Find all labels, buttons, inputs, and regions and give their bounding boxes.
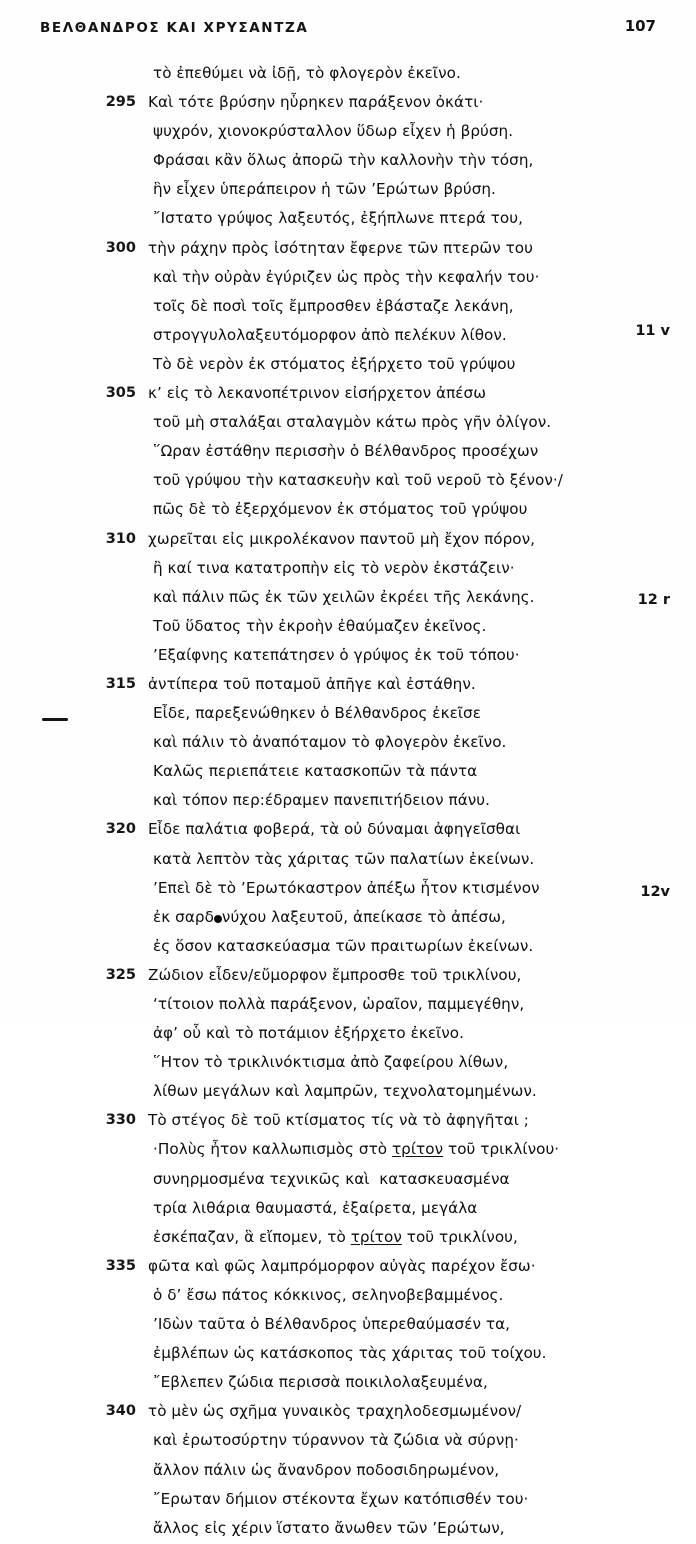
verse-line (0, 1166, 696, 1195)
verse-line (0, 846, 696, 875)
verse-line (0, 642, 696, 671)
verse-line (0, 1515, 696, 1544)
verse-line (0, 584, 696, 613)
verse-line-number: 305 (105, 385, 136, 402)
verse-line (0, 1253, 696, 1282)
verse-line-number: 300 (105, 239, 136, 256)
verse-line-text: καὶ ἐρωτοσύρτην τύραννον τὰ ζώδια νὰ σύρνῃ· (153, 1431, 519, 1450)
verse-line (0, 787, 696, 816)
verse-line-text: ἣν εἶχεν ὑπεράπειρον ἡ τῶν ’Ερώτων βρύση. (153, 180, 496, 199)
verse-line (0, 322, 696, 351)
verse-line (0, 1107, 696, 1136)
verse-line (0, 89, 696, 118)
verse-line-text: τρία λιθάρια θαυμαστά, ἐξαίρετα, μεγάλα (153, 1198, 478, 1217)
verse-line (0, 205, 696, 234)
verse-line (0, 235, 696, 264)
verse-line (0, 1398, 696, 1427)
verse-line (0, 1340, 696, 1369)
verse-line (0, 1282, 696, 1311)
verse-line-text: τοῖς δὲ ποσὶ τοῖς ἔμπροσθεν ἐβάσταζε λεκάνη, (153, 296, 514, 315)
verse-line-text: Καλῶς περιεπάτειε κατασκοπῶν τὰ πάντα (153, 762, 478, 781)
verse-line-text: καὶ τὴν οὐρὰν ἐγύριζεν ὡς πρὸς τὴν κεφαλήν του· (153, 267, 540, 286)
verse-line-text: Φράσαι κἂν ὅλως ἀπορῶ τὴν καλλονὴν τὴν τόση, (153, 151, 534, 170)
verse-line-text: κατὰ λεπτὸν τὰς χάριτας τῶν παλατίων ἐκείνων. (153, 849, 535, 868)
verse-line-text: καὶ τόπον περ:έδραμεν πανεπιτήδειον πάνυ. (153, 791, 491, 810)
verse-line (0, 962, 696, 991)
page-number: 107 (624, 17, 656, 35)
verse-line-text: ῎Ερωταν δήμιον στέκοντα ἔχων κατόπισθέν του· (153, 1489, 529, 1508)
verse-line-text: Τοῦ ὕδατος τὴν ἐκροὴν ἐθαύμαζεν ἐκεῖνος. (153, 616, 487, 635)
verse-line-text: ·Πολὺς ἦτον καλλωπισμὸς στὸ τρίτον τοῦ τρικλίνου· (153, 1140, 560, 1159)
verse-line-number: 330 (105, 1112, 136, 1129)
verse-line-text: ’Ιδὼν ταῦτα ὁ Βέλθανδρος ὑπερεθαύμασέν τα, (153, 1315, 511, 1334)
verse-line-text: ἄλλον πάλιν ὡς ἄνανδρον ποδοσιδηρωμένον, (153, 1460, 500, 1479)
ink-blot-mark (214, 915, 222, 923)
verse-line-text: Τὸ στέγος δὲ τοῦ κτίσματος τίς νὰ τὸ ἀφηγῆται ; (148, 1111, 529, 1130)
verse-line (0, 496, 696, 525)
verse-line (0, 293, 696, 322)
underlined-word: τρίτον (391, 1140, 444, 1159)
verse-line (0, 1020, 696, 1049)
margin-rule-mark (42, 718, 68, 721)
verse-line (0, 409, 696, 438)
underlined-word: τρίτον (350, 1227, 402, 1246)
verse-line-text: ῎Εβλεπεν ζώδια περισσὰ ποικιλολαξευμένα, (153, 1373, 488, 1392)
verse-line-text: πῶς δὲ τὸ ἐξερχόμενον ἐκ στόματος τοῦ γρύψου (153, 500, 528, 519)
verse-line-text: ἀφ’ οὗ καὶ τὸ ποτάμιον ἐξήρχετο ἐκεῖνο. (153, 1024, 465, 1043)
verse-line (0, 904, 696, 933)
verse-line (0, 351, 696, 380)
verse-line-text: Καὶ τότε βρύσην ηὗρηκεν παράξενον ὀκάτι· (148, 93, 484, 112)
verse-line (0, 1457, 696, 1486)
verse-line (0, 1078, 696, 1107)
verse-line (0, 758, 696, 787)
verse-line (0, 729, 696, 758)
verse-line-text: λίθων μεγάλων καὶ λαμπρῶν, τεχνολατομημένων. (153, 1082, 537, 1101)
verse-line-text: ψυχρόν, χιονοκρύσταλλον ὕδωρ εἶχεν ἡ βρύση. (153, 122, 514, 141)
verse-line (0, 118, 696, 147)
verse-line-text: ῞Ητον τὸ τρικλινόκτισμα ἀπὸ ζαφείρου λίθων, (153, 1053, 509, 1072)
verse-line-number: 310 (105, 530, 136, 547)
margin-note-folio-12r: 12 r (637, 592, 670, 608)
verse-line-text: τὸ ἐπεθύμει νὰ ἰδῇ, τὸ φλογερὸν ἐκεῖνο. (153, 64, 461, 82)
verse-line-text: καὶ πάλιν πῶς ἐκ τῶν χειλῶν ἐκρέει τῆς λεκάνης. (153, 587, 535, 606)
verse-line-text: Τὸ δὲ νερὸν ἐκ στόματος ἐξήρχετο τοῦ γρύψου (153, 354, 516, 373)
verse-line (0, 60, 696, 89)
verse-line-text: φῶτα καὶ φῶς λαμπρόμορφον αὐγὰς παρέχον ἔσω· (148, 1256, 536, 1275)
verse-line-text: ἢ καί τινα κατατροπὴν εἰς τὸ νερὸν ἐκστάζειν· (153, 558, 515, 577)
verse-line (0, 875, 696, 904)
verse-line-number: 335 (105, 1257, 136, 1274)
verse-line (0, 1427, 696, 1456)
verse-line-text: ὁ δ’ ἔσω πάτος κόκκινος, σεληνοβεβαμμένος. (153, 1285, 504, 1304)
verse-line (0, 1224, 696, 1253)
verse-line (0, 467, 696, 496)
verse-line (0, 176, 696, 205)
verse-line-text: ἄλλος εἰς χέριν ἵστατο ἄνωθεν τῶν ’Ερώτων, (153, 1518, 505, 1537)
verse-line (0, 264, 696, 293)
verse-line (0, 1049, 696, 1078)
verse-line-text: ἐμβλέπων ὡς κατάσκοπος τὰς χάριτας τοῦ τοίχου. (153, 1344, 547, 1363)
verse-line (0, 933, 696, 962)
verse-line-text: Εἶδε, παρεξενώθηκεν ὁ Βέλθανδρος ἐκεῖσε (153, 704, 481, 723)
verse-line (0, 526, 696, 555)
verse-line (0, 700, 696, 729)
verse-line-text: στρογγυλολαξευτόμορφον ἀπὸ πελέκυν λίθον. (153, 325, 507, 344)
verse-line-text: ἀντίπερα τοῦ ποταμοῦ ἀπῆγε καὶ ἐστάθην. (148, 674, 476, 693)
verse-line (0, 1311, 696, 1340)
verse-line-number: 325 (105, 966, 136, 983)
verse-line-text: τοῦ μὴ σταλάξαι σταλαγμὸν κάτω πρὸς γῆν ὀλίγον. (153, 413, 552, 432)
verse-line (0, 991, 696, 1020)
verse-line (0, 613, 696, 642)
verse-line (0, 147, 696, 176)
verse-line-text: ῎Ιστατο γρύψος λαξευτός, ἐξήπλωνε πτερά του, (153, 209, 523, 228)
verse-line-text: ῞Ωραν ἐστάθην περισσὴν ὁ Βέλθανδρος προσέχων (153, 442, 539, 461)
verse-line (0, 438, 696, 467)
verse-line-text: Ζώδιον εἶδεν/εὔμορφον ἔμπροσθε τοῦ τρικλίνου, (148, 965, 522, 984)
verse-line-number: 315 (105, 675, 136, 692)
verse-line (0, 555, 696, 584)
verse-line (0, 1369, 696, 1398)
verse-line-text: καὶ πάλιν τὸ ἀναπόταμον τὸ φλογερὸν ἐκεῖνο. (153, 733, 507, 752)
verse-line-text: τὴν ράχην πρὸς ἰσότηταν ἔφερνε τῶν πτερῶν του (148, 238, 533, 257)
verse-line-text: ’Επεὶ δὲ τὸ ’Ερωτόκαστρον ἀπέξω ἦτον κτισμένον (153, 878, 540, 897)
verse-line (0, 1195, 696, 1224)
verse-line-text: κ’ εἰς τὸ λεκανοπέτρινον εἰσήρχετον ἀπέσω (148, 384, 486, 403)
margin-note-folio-11v: 11 v (635, 323, 670, 339)
verse-line-text: ἐς ὅσον κατασκεύασμα τῶν πραιτωρίων ἐκείνων. (153, 936, 534, 955)
verse-line-text: Εἶδε παλάτια φοβερά, τὰ οὐ δύναμαι ἀφηγεῖσθαι (148, 820, 521, 839)
verse-line-text: ἐσκέπαζαν, ἃ εἴπομεν, τὸ τρίτον τοῦ τρικλίνου, (153, 1227, 518, 1246)
verse-line-text: ‘τίτοιον πολλὰ παράξενον, ὡραῖον, παμμεγέθην, (153, 995, 525, 1013)
verse-line (0, 1136, 696, 1165)
verse-line-number: 320 (105, 821, 136, 838)
verse-line (0, 380, 696, 409)
verse-line-number: 295 (105, 94, 136, 111)
verse-line-text: τὸ μὲν ὡς σχῆμα γυναικὸς τραχηλοδεσμωμένον/ (148, 1402, 522, 1421)
verse-line-text: ’Εξαίφνης κατεπάτησεν ὁ γρύψος ἐκ τοῦ τόπου· (153, 645, 520, 664)
verse-line-text: χωρεῖται εἰς μικρολέκανον παντοῦ μὴ ἔχον πόρον, (148, 529, 536, 548)
verse-line-text: συνηρμοσμένα τεχνικῶς καὶ κατασκευασμένα (153, 1169, 510, 1188)
verse-line-text: ἐκ σαρδ νύχου λαξευτοῦ, ἀπείκασε τὸ ἀπέσω, (153, 907, 506, 926)
verse-line (0, 816, 696, 845)
verse-block (0, 60, 696, 1544)
verse-line-text: τοῦ γρύψου τὴν κατασκευὴν καὶ τοῦ νεροῦ τὸ ξένον·/ (153, 471, 563, 490)
verse-line (0, 671, 696, 700)
running-head: ΒΕΛΘΑΝΔΡΟΣ ΚΑΙ ΧΡΥΣΑΝΤΖΑ (40, 20, 309, 36)
verse-line-number: 340 (105, 1403, 136, 1420)
verse-line (0, 1486, 696, 1515)
margin-note-folio-12v: 12v (640, 884, 670, 900)
